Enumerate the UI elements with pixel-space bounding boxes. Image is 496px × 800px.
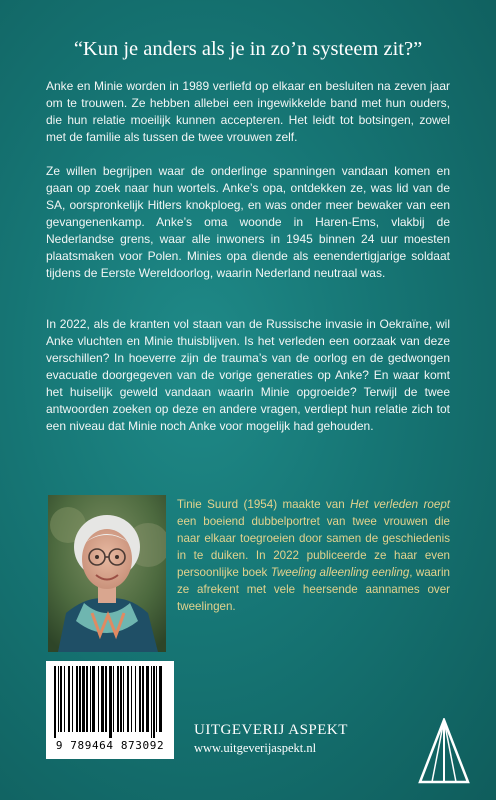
blurb-paragraph-3: In 2022, als de kranten vol staan van de Russische invasie in Oekraïne, wil Anke vluchten en Minie thuisblijven. Is het verleden een oorzaak van deze verschillen? In hoeverre zijn de trauma’s van de oorlog en de gedwongen evacuatie doorgegeven van de vorige generaties op Anke? En waar komt het huiselijk geweld vandaan waarin Minie opgroeide? Terwijl de twee antwoorden zoeken op deze en andere vragen, verdiept hun relatie zich tot een niveau dat Minie noch Anke voor mogelijk had gehouden. — [46, 317, 450, 433]
author-bio-text-2: een boeiend dubbelportret van twee vrouwen die naar elkaar toegroeien door samen de geschiedenis in te duiken. In 2022 publiceerde ze haar even persoonlijke boek — [177, 515, 450, 579]
book-title-het-verleden-roept: Het verleden roept — [350, 498, 450, 511]
publisher-website: www.uitgeverijaspekt.nl — [194, 741, 317, 755]
aspekt-triangle-logo-icon — [418, 718, 470, 784]
publisher-name: UITGEVERIJ ASPEKT — [194, 722, 348, 738]
author-bio — [177, 496, 450, 615]
author-bio-text-1: Tinie Suurd (1954) maakte van — [177, 498, 351, 511]
author-bio-text-3: , waarin ze afrekent met vele heersende aannames over tweelingen. — [177, 566, 450, 613]
back-cover-tagline: “Kun je anders als je in zo’n systeem zit?” — [73, 38, 423, 60]
isbn-barcode — [46, 661, 174, 759]
barcode-bars — [52, 666, 168, 738]
blurb-paragraph-1: Anke en Minie worden in 1989 verliefd op elkaar en besluiten na zeven jaar om te trouwen. Ze hebben allebei een ingewikkelde band met hun ouders, die hun relatie moeilijk kunnen accepteren. Het leidt tot botsingen, zowel met de familie als tussen de twee vrouwen zelf. — [46, 79, 450, 144]
author-photo — [48, 495, 166, 652]
book-title-tweeling: Tweeling alleenling eenling — [270, 566, 410, 579]
blurb-paragraph-2: Ze willen begrijpen waar de onderlinge spanningen vandaan komen en gaan op zoek naar hun wortels. Anke’s opa, ontdekken ze, was lid van de SA, oorspronkelijk Hitlers knokploeg, en was onder meer bewaker van een gevangenenkamp. Anke’s oma woonde in Haren-Ems, vlakbij de Nederlandse grens, waar alle inwoners in 1945 binnen 24 uur moesten plaatsmaken voor Polen. Minies opa diende als eenendertigjarige soldaat tijdens de Eerste Wereldoorlog, waarin Nederland neutraal was. — [46, 164, 450, 280]
isbn-number: 9 789464 873092 — [55, 739, 165, 752]
